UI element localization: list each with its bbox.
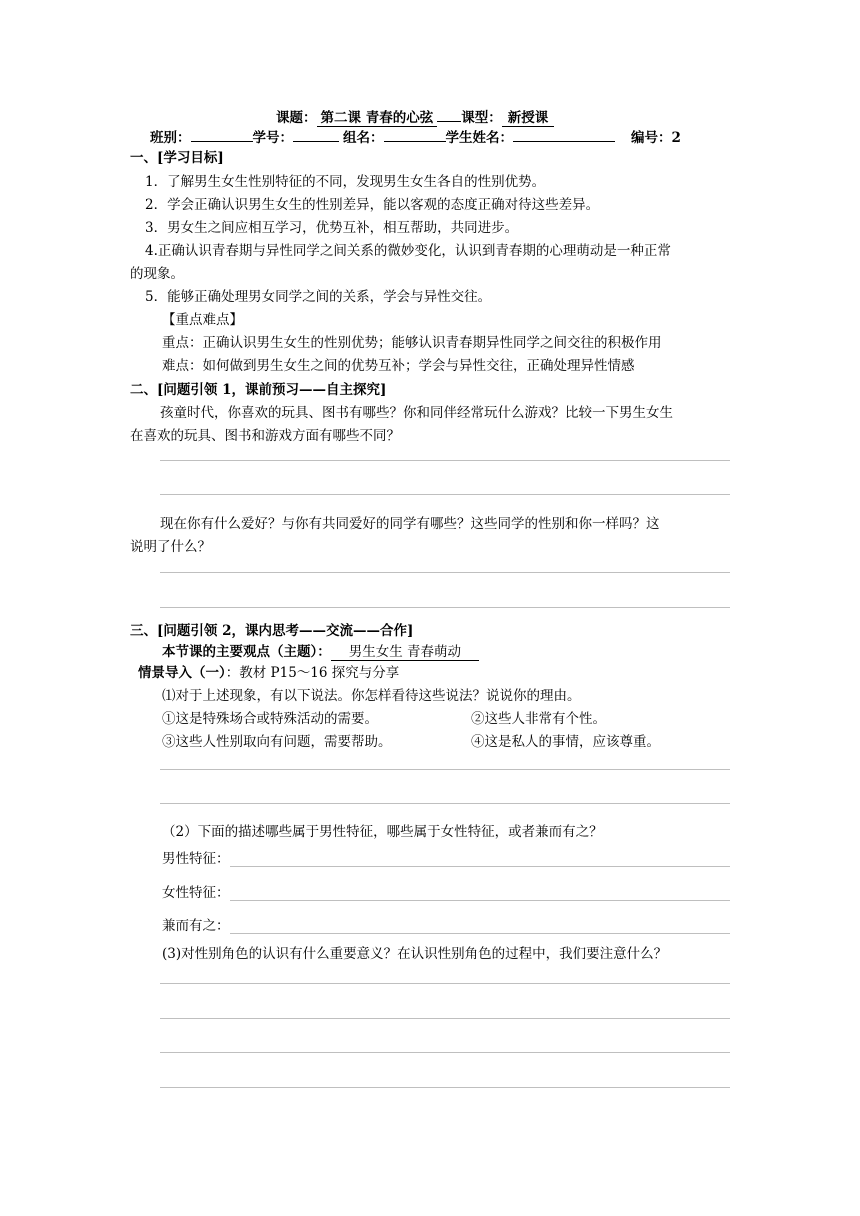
answer-line[interactable] (160, 1052, 730, 1053)
option-2: ②这些人非常有个性。 (471, 711, 606, 727)
answer-line[interactable] (160, 769, 730, 770)
group-field[interactable] (384, 141, 446, 142)
class-field[interactable] (191, 141, 253, 142)
difficulty-point: 难点：如何做到男生女生之间的优势互补；学会与异性交往，正确处理异性情感 (162, 358, 635, 374)
info-line (150, 126, 681, 146)
male-trait-field[interactable] (230, 854, 731, 867)
objective-1: 1．了解男生女生性别特征的不同，发现男生女生各自的性别优势。 (145, 174, 546, 190)
female-trait-label: 女性特征： (162, 885, 230, 901)
answer-line[interactable] (160, 494, 730, 495)
key-point: 重点：正确认识男生女生的性别优势；能够认识青春期异性同学之间交往的积极作用 (162, 335, 662, 351)
scene-question-1: ⑴对于上述现象，有以下说法。你怎样看待这些说法？说说你的理由。 (162, 688, 581, 704)
main-view-label: 本节课的主要观点（主题）： (162, 644, 331, 660)
female-trait-row (162, 881, 730, 901)
lesson-title: 第二课 青春的心弦 (317, 106, 438, 127)
objective-3: 3．男女生之间应相互学习，优势互补，相互帮助，共同进步。 (145, 220, 519, 236)
answer-line[interactable] (160, 1087, 730, 1088)
objective-4: 4.正确认识青春期与异性同学之间关系的微妙变化，认识到青春期的心理萌动是一种正常 (145, 243, 671, 259)
scene-question-2: （2）下面的描述哪些属于男性特征，哪些属于女性特征，或者兼而有之？ (162, 824, 603, 840)
both-trait-field[interactable] (230, 921, 731, 934)
scene-text: ：教材 P15～16 探究与分享 (225, 665, 400, 681)
preview-question-1-line2: 在喜欢的玩具、图书和游戏方面有哪些不同？ (130, 428, 400, 444)
objective-4-cont: 的现象。 (130, 266, 184, 282)
preview-question-2-line1: 现在你有什么爱好？与你有共同爱好的同学有哪些？这些同学的性别和你一样吗？这 (160, 516, 660, 532)
class-label: 班别： (150, 130, 191, 146)
type-label: 课型： (461, 110, 502, 126)
group-label: 组名： (343, 130, 384, 146)
option-3: ③这些人性别取向有问题，需要帮助。 (162, 734, 392, 750)
section3-heading: 三、[问题引领 2，课内思考——交流——合作] (130, 623, 414, 639)
main-view-value: 男生女生 青春萌动 (331, 640, 479, 661)
answer-line[interactable] (160, 572, 730, 573)
scene-line (138, 661, 399, 681)
scene-label: 情景导入（一） (138, 665, 226, 681)
main-view-line (162, 640, 479, 661)
number-label: 编号：2 (631, 130, 681, 146)
option-1: ①这是特殊场合或特殊活动的需要。 (162, 711, 378, 727)
student-name-field[interactable] (513, 141, 615, 142)
title-label: 课题： (276, 110, 317, 126)
lesson-type: 新授课 (502, 106, 555, 127)
male-trait-label: 男性特征： (162, 851, 230, 867)
section2-heading: 二、[问题引领 1，课前预习——自主探究] (130, 382, 387, 398)
answer-line[interactable] (160, 803, 730, 804)
answer-line[interactable] (160, 1018, 730, 1019)
answer-line[interactable] (160, 607, 730, 608)
scene-question-3: (3)对性别角色的认识有什么重要意义？在认识性别角色的过程中，我们要注意什么？ (162, 946, 668, 962)
objective-5: 5．能够正确处理男女同学之间的关系，学会与异性交往。 (145, 289, 492, 305)
key-difficulty-heading: 【重点难点】 (162, 312, 243, 328)
student-label: 学生姓名： (445, 130, 513, 146)
id-label: 学号： (252, 130, 293, 146)
section1-heading: 一、[学习目标] (130, 150, 224, 166)
both-trait-label: 兼而有之： (162, 918, 230, 934)
preview-question-1-line1: 孩童时代，你喜欢的玩具、图书有哪些？你和同伴经常玩什么游戏？比较一下男生女生 (160, 405, 673, 421)
both-trait-row (162, 914, 730, 934)
male-trait-row (162, 847, 730, 867)
answer-line[interactable] (160, 460, 730, 461)
option-4: ④这是私人的事情，应该尊重。 (471, 734, 660, 750)
id-field[interactable] (293, 141, 339, 142)
objective-2: 2．学会正确认识男生女生的性别差异，能以客观的态度正确对待这些差异。 (145, 197, 600, 213)
preview-question-2-line2: 说明了什么？ (130, 539, 211, 555)
female-trait-field[interactable] (230, 888, 731, 901)
answer-line[interactable] (160, 983, 730, 984)
title-line (276, 106, 554, 127)
